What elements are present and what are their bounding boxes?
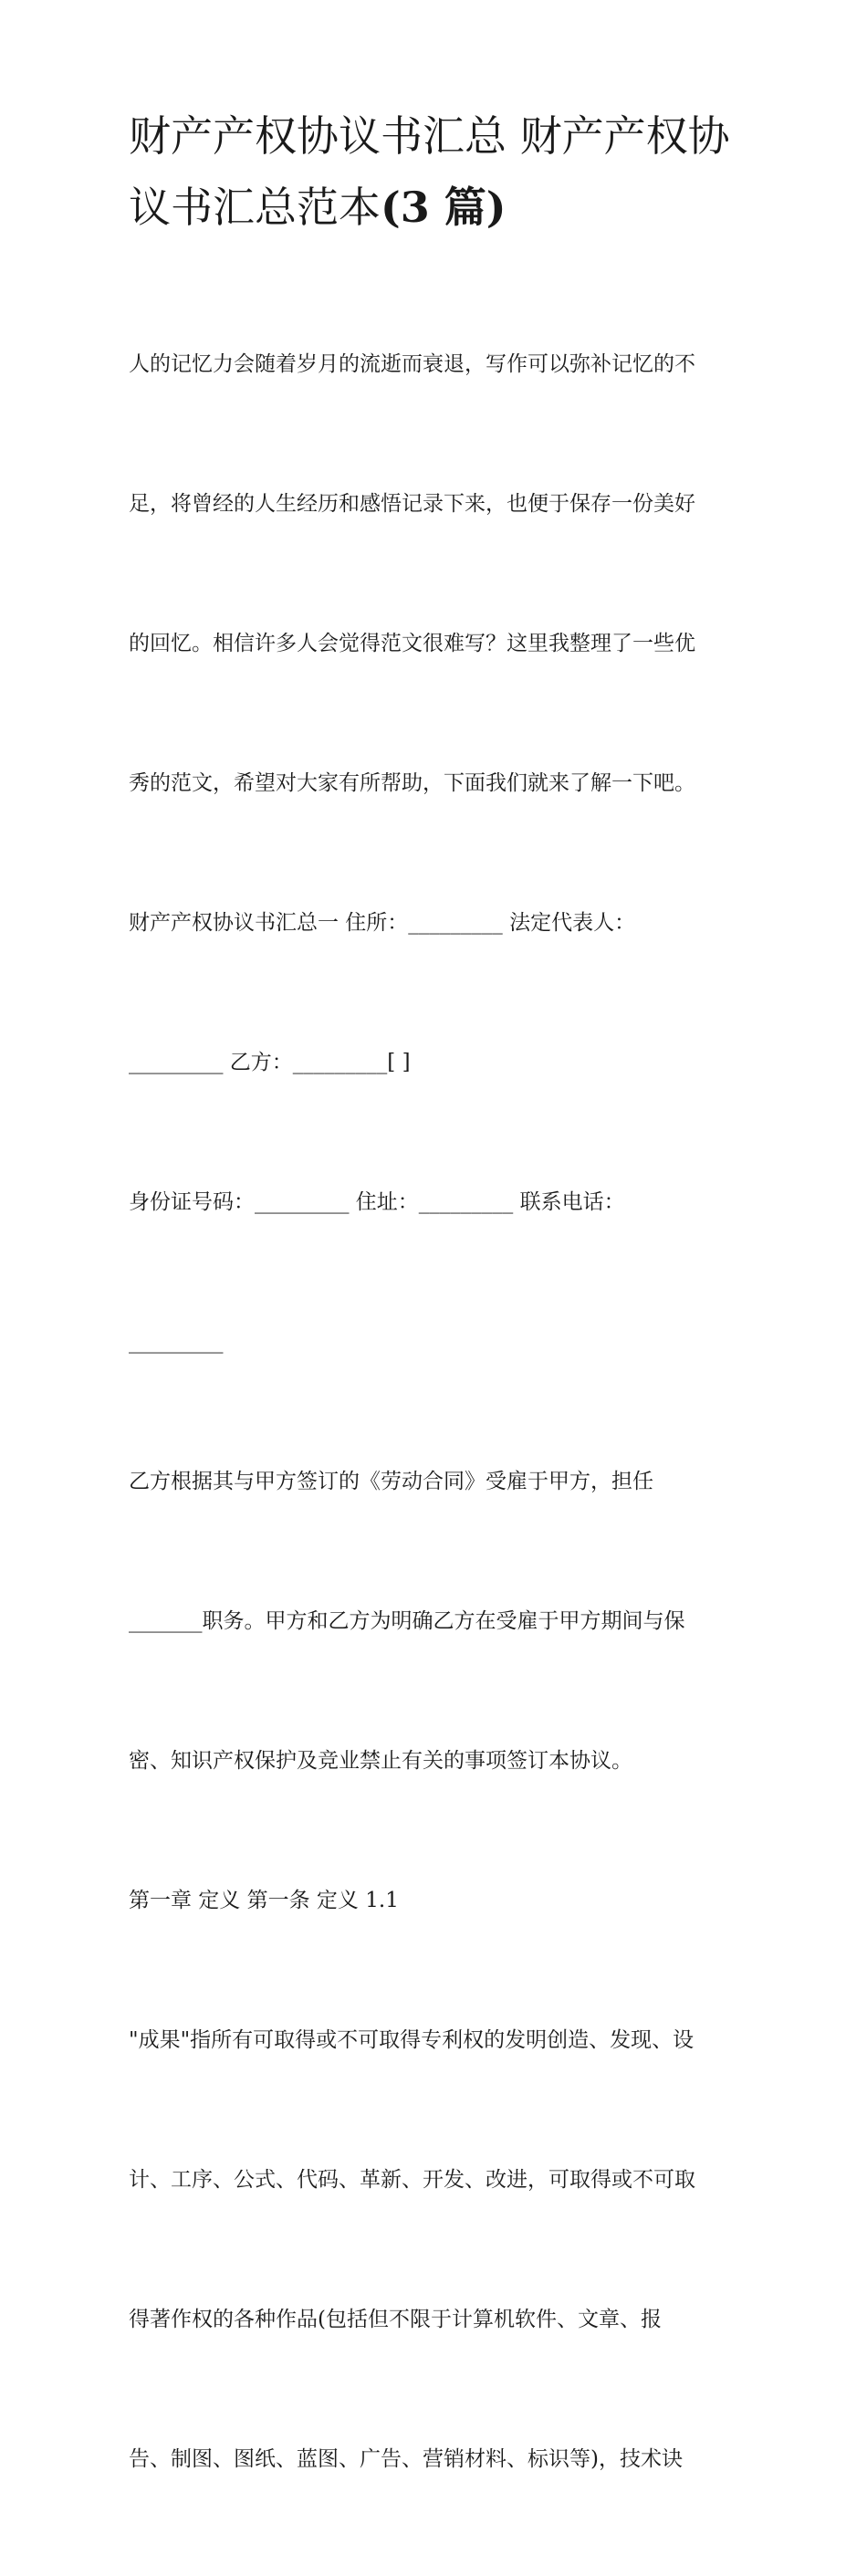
body-line: 的回忆。相信许多人会觉得范文很难写？这里我整理了一些优	[129, 632, 695, 655]
body-line: 财产产权协议书汇总一 住所：_________ 法定代表人：	[129, 911, 636, 935]
body-line: 身份证号码：_________ 住址：_________ 联系电话：	[129, 1190, 625, 1214]
body-line: 乙方根据其与甲方签订的《劳动合同》受雇于甲方，担任	[129, 1470, 653, 1493]
body-line: 得著作权的各种作品(包括但不限于计算机软件、文章、报	[129, 2308, 662, 2331]
title-count: (3 篇)	[381, 183, 507, 232]
body-line: 第一章 定义 第一条 定义 1.1	[129, 1889, 399, 1912]
document-page	[129, 100, 749, 2576]
body-line: 计、工序、公式、代码、革新、开发、改进，可取得或不可取	[129, 2168, 695, 2192]
body-line: 秀的范文，希望对大家有所帮助，下面我们就来了解一下吧。	[129, 771, 695, 795]
body-line: 人的记忆力会随着岁月的流逝而衰退，写作可以弥补记忆的不	[129, 352, 695, 376]
document-title	[129, 100, 749, 243]
body-line: _______职务。甲方和乙方为明确乙方在受雇于甲方期间与保	[129, 1609, 685, 1633]
document-body	[129, 248, 749, 2576]
body-line: 告、制图、图纸、蓝图、广告、营销材料、标识等)，技术诀	[129, 2447, 683, 2471]
title-main: 财产产权协议书汇总 财产产权协议书汇总范本	[129, 111, 730, 232]
body-line: 足，将曾经的人生经历和感悟记录下来，也便于保存一份美好	[129, 492, 695, 516]
body-line: _________ 乙方：_________[ ]	[129, 1051, 411, 1074]
body-line: _________	[129, 1330, 224, 1354]
body-line: 密、知识产权保护及竞业禁止有关的事项签订本协议。	[129, 1749, 632, 1773]
body-line: "成果"指所有可取得或不可取得专利权的发明创造、发现、设	[129, 2028, 695, 2052]
